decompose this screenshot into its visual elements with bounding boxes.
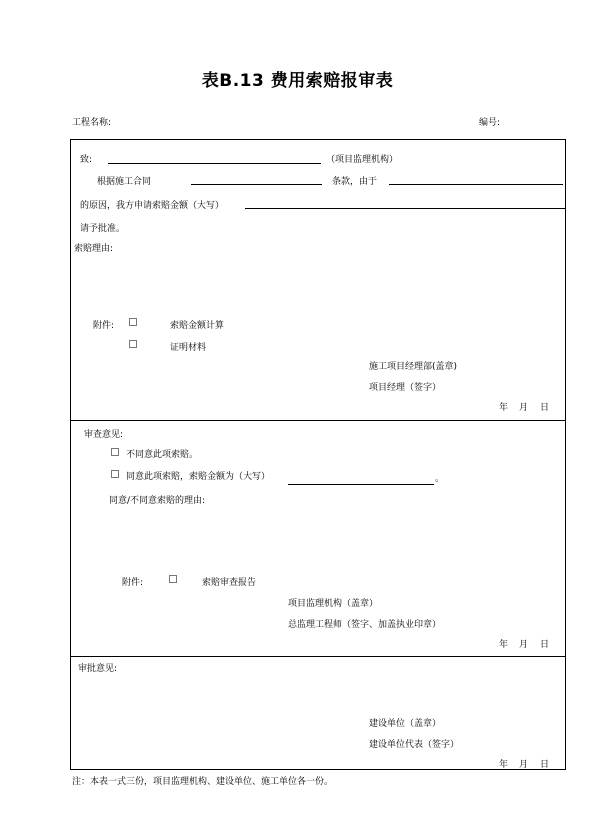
date-day-3: 日 (540, 760, 550, 770)
attachment-label-2: 附件: (122, 578, 144, 588)
supervision-seal-label: 项目监理机构（盖章） (288, 599, 379, 609)
claim-reason-label: 索赔理由: (74, 244, 114, 254)
to-label: 致: (80, 155, 93, 165)
review-opinion-label: 审查意见: (84, 430, 124, 440)
date-month-3: 月 (519, 760, 529, 770)
checkbox-claim-calc[interactable] (129, 318, 137, 326)
date-month-1: 月 (519, 403, 529, 413)
option-agree-label: 同意此项索赔，索赔金额为（大写） (126, 472, 271, 482)
checkbox-review-report[interactable] (169, 575, 177, 583)
footnote: 注：本表一式三份，项目监理机构、建设单位、施工单位各一份。 (72, 777, 334, 787)
attach-review-report-label: 索赔审查报告 (202, 578, 257, 588)
clause-label: 条款，由于 (332, 177, 378, 187)
date-day-2: 日 (540, 640, 550, 650)
claim-amount-field[interactable] (245, 208, 565, 209)
contract-label: 根据施工合同 (97, 177, 152, 187)
section-divider-2 (70, 656, 566, 657)
date-month-2: 月 (519, 640, 529, 650)
option-disagree-label: 不同意此项索赔。 (126, 450, 199, 460)
period-mark: 。 (435, 474, 445, 484)
section-divider-1 (70, 420, 566, 421)
approved-amount-field[interactable] (288, 484, 434, 485)
contractor-seal-label: 施工项目经理部(盖章) (369, 362, 458, 372)
approve-request: 请予批准。 (80, 224, 126, 234)
attach-proof-label: 证明材料 (170, 343, 207, 353)
approval-opinion-label: 审批意见: (78, 664, 118, 674)
to-suffix: （项目监理机构） (326, 155, 399, 165)
attachment-label-1: 附件: (93, 321, 115, 331)
agree-disagree-reason-label: 同意/不同意索赔的理由: (109, 496, 206, 506)
chief-engineer-sign-label: 总监理工程师（签字、加盖执业印章） (288, 620, 442, 630)
owner-rep-sign-label: 建设单位代表（签字） (369, 740, 460, 750)
reason-amount-label: 的原因，我方申请索赔金额（大写） (80, 201, 225, 211)
number-label: 编号: (479, 118, 501, 128)
checkbox-proof-materials[interactable] (129, 340, 137, 348)
project-name-label: 工程名称: (72, 118, 112, 128)
date-day-1: 日 (540, 403, 550, 413)
checkbox-agree[interactable] (111, 470, 119, 478)
reason-field[interactable] (389, 184, 563, 185)
date-year-3: 年 (499, 760, 509, 770)
project-manager-sign-label: 项目经理（签字） (369, 383, 442, 393)
owner-seal-label: 建设单位（盖章） (369, 719, 442, 729)
checkbox-disagree[interactable] (111, 448, 119, 456)
date-year-2: 年 (499, 640, 509, 650)
contract-clause-field[interactable] (191, 184, 322, 185)
date-year-1: 年 (499, 403, 509, 413)
attach-claim-calc-label: 索赔金额计算 (170, 321, 225, 331)
to-recipient-field[interactable] (108, 163, 321, 164)
form-title: 表B.13 费用索赔报审表 (201, 71, 394, 91)
